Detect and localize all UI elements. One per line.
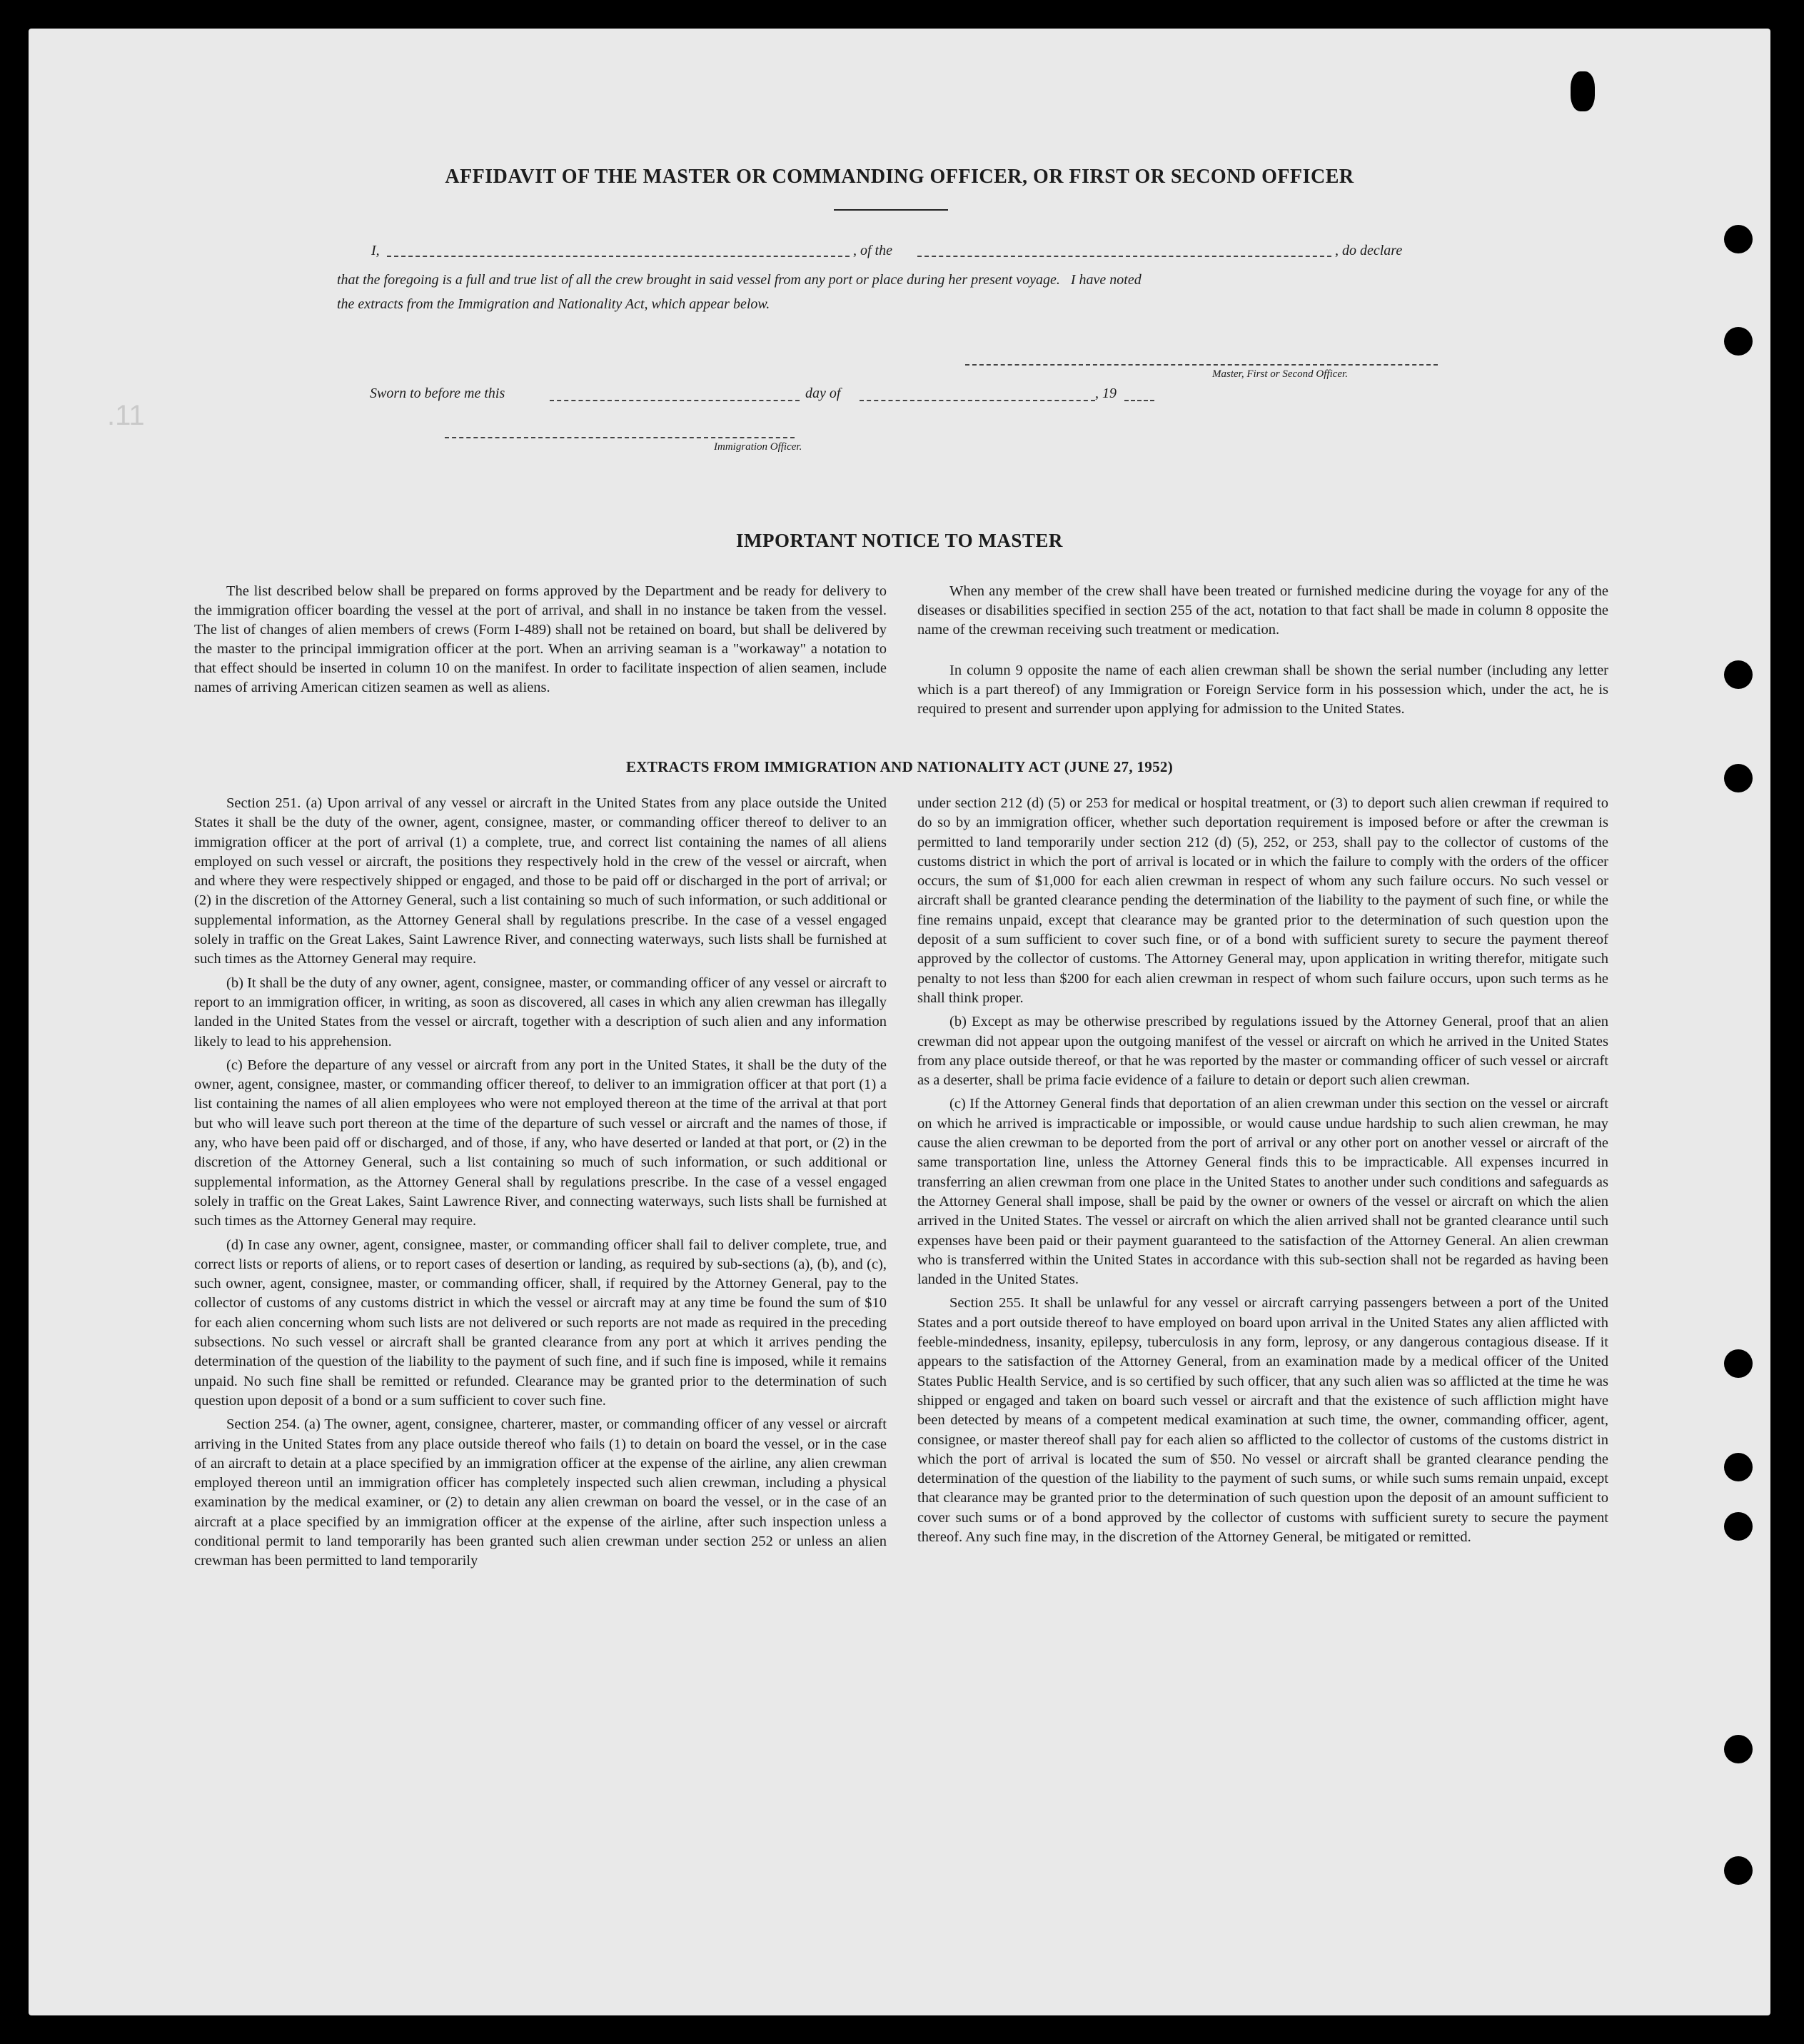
name-blank[interactable] [387, 256, 850, 257]
affidavit-line-3: the extracts from the Immigration and Nationality Act, which appear below. [337, 296, 770, 312]
sworn-month-blank[interactable] [860, 400, 1095, 401]
punch-hole-icon [1724, 660, 1753, 689]
notice-right-paragraph-2: In column 9 opposite the name of each alien crewman shall be shown the serial number (including any letter which is a part thereof) of any Immigration or Foreign Service form in his possession which, under the act, he is required to present and surrender upon applying for admission to the United States. [917, 663, 1608, 717]
sworn-day-blank[interactable] [550, 400, 800, 401]
affidavit-i-label: I, [371, 243, 380, 258]
document-page [29, 29, 1770, 2015]
section-251-c: (c) Before the departure of any vessel or aircraft from any port in the United States, it shall be the duty of the owner, agent, consignee, master, or commanding officer thereof, to deliver to an immigration officer at that port (1) a list containing the names of all alien employees who were not employed thereon at the time of the arrival at that port but who will leave such port thereon at the time of the departure of such vessel or aircraft and the names of those, if any, who have been paid off or discharged, and of those, if any, who have deserted or landed at that port, or (2) in the discretion of the Attorney General, such a list containing so much of such information, or such additional or supplemental information, as the Attorney General shall by regulations prescribe. In the case of a vessel engaged solely in traffic on the Great Lakes, Saint Lawrence River, and connecting waterways, such lists shall be furnished at such times as the Attorney General may require. [194, 1057, 887, 1229]
year-prefix: , 19 [1095, 386, 1117, 401]
master-caption: Master, First or Second Officer. [1212, 368, 1348, 380]
section-254-a-cont: under section 212 (d) (5) or 253 for medical or hospital treatment, or (3) to deport such alien crewman if required to do so by an immigration officer, whether such deportation requirement is imposed before or after the crewman is permitted to land temporarily under section 212 (d) (5), 252, or 253, shall pay to the collector of customs of the customs district in which the port of arrival is located or in which the failure to comply with the orders of the officer occurs, the sum of $1,000 for each alien crewman in respect of whom any such failure occurs. No such vessel or aircraft shall be granted clearance pending the determination of the liability to the payment of such fine, or while the fine remains unpaid, except that clearance may be granted prior to the determination of such question upon the deposit of a sum sufficient to cover such fine, or of a bond with sufficient surety to secure the payment thereof approved by the collector of customs. The Attorney General may, upon application in writing therefor, mitigate such penalty to not less than $200 for each alien crewman in respect of whom such failure occurs, upon such terms as he shall think proper. [917, 795, 1608, 1006]
punch-hole-icon [1724, 1512, 1753, 1541]
show-through-mark: .11 [107, 400, 145, 431]
punch-hole-icon [1724, 1735, 1753, 1763]
master-signature-blank[interactable] [965, 364, 1438, 366]
section-251-a: Section 251. (a) Upon arrival of any vessel or aircraft in the United States from any place outside the United States it shall be the duty of the owner, agent, consignee, master, or commanding officer thereof to deliver to an immigration officer at the port of arrival (1) a complete, true, and correct list containing the names of all aliens employed on such vessel or aircraft, the positions they respectively hold in the crew of the vessel or aircraft, when and where they were respectively shipped or engaged, and those to be paid off or discharged in the port of arrival; or (2) in the discretion of the Attorney General, such a list containing so much of such information, or such additional or supplemental information, as the Attorney General shall by regulations prescribe. In the case of a vessel engaged solely in traffic on the Great Lakes, Saint Lawrence River, and connecting waterways, such lists shall be furnished at such times as the Attorney General may require. [194, 795, 887, 967]
officer-signature-blank[interactable] [445, 437, 795, 438]
punch-hole-icon [1724, 225, 1753, 253]
ink-blot-icon [1571, 71, 1595, 111]
section-251-d: (d) In case any owner, agent, consignee, master, or commanding officer shall fail to deliver complete, true, and correct lists or reports of aliens, or to report cases of desertion or landing, as required by sub-sections (a), (b), and (c), such owner, agent, consignee, master, or commanding officer, shall, if required by the Attorney General, pay to the collector of customs of any customs district in which the vessel or aircraft may at any time be found the sum of $10 for each alien concerning whom such lists are not delivered or such reports are not made as required in the preceding subsections. No such vessel or aircraft shall be granted clearance from any port at which it arrives pending the determination of the question of the liability to the payment of such fine, and if such fine is imposed, while it remains unpaid. No such fine shall be remitted or refunded. Clearance may be granted prior to the determination of such question upon deposit of a bond or a sum sufficient to cover such fine. [194, 1237, 887, 1409]
notice-right-paragraph-1: When any member of the crew shall have been treated or furnished medicine during the voyage for any of the diseases or disabilities specified in section 255 of the act, notation to that fact shall be made in column 8 opposite the name of the crewman receiving such treatment or medication. [917, 583, 1608, 638]
punch-hole-icon [1724, 1453, 1753, 1481]
notice-title: IMPORTANT NOTICE TO MASTER [736, 530, 1063, 551]
sworn-year-blank[interactable] [1124, 400, 1154, 401]
extracts-title: EXTRACTS FROM IMMIGRATION AND NATIONALITY ACT (JUNE 27, 1952) [626, 758, 1173, 775]
section-254-c: (c) If the Attorney General finds that deportation of an alien crewman under this section on the vessel or aircraft on which he arrived is impracticable or impossible, or would cause undue hardship to such alien crewman, he may cause the alien crewman to be deported from the port of arrival or any other port on another vessel or aircraft of the same transportation line, unless the Attorney General finds this to be impracticable. All expenses incurred in transferring an alien crewman from one place in the United States to another under such conditions and safeguards as the Attorney General shall impose, shall be paid by the owner or owners of the vessel or aircraft on which the alien arrived in the United States. The vessel or aircraft on which the alien arrived shall not be granted clearance until such expenses have been paid or their payment guaranteed to the satisfaction of the Attorney General. An alien crewman who is transferred within the United States in accordance with this sub-section shall not be regarded as having been landed in the United States. [917, 1096, 1608, 1288]
sworn-label: Sworn to before me this [370, 386, 505, 401]
punch-hole-icon [1724, 1856, 1753, 1885]
affidavit-title: AFFIDAVIT OF THE MASTER OR COMMANDING OFFICER, OR FIRST OR SECOND OFFICER [445, 166, 1354, 188]
section-254-a: Section 254. (a) The owner, agent, consignee, charterer, master, or commanding officer of any vessel or aircraft arriving in the United States from any place outside thereof who fails (1) to detain on board the vessel, or in the case of an aircraft to detain at a place specified by an immigration officer at the expense of the airline, any alien crewman employed thereon until an immigration officer has completely inspected such alien crewman, including a physical examination by the medical examiner, or (2) to detain any alien crewman on board the vessel, or in the case of an aircraft at a place specified by an immigration officer at the expense of the airline, after such inspection unless a conditional permit to land temporarily has been granted such alien crewman under section 252 or unless an alien crewman has been permitted to land temporarily [194, 1416, 887, 1569]
officer-caption: Immigration Officer. [714, 441, 802, 453]
section-251-b: (b) It shall be the duty of any owner, agent, consignee, master, or commanding officer of any vessel or aircraft to report to an immigration officer, in writing, as soon as discovered, all cases in which any alien crewman has illegally landed in the United States from the vessel or aircraft, together with a description of such alien and any information likely to lead to his apprehension. [194, 975, 887, 1049]
punch-hole-icon [1724, 1349, 1753, 1378]
title-underline [834, 209, 948, 211]
section-254-b: (b) Except as may be otherwise prescribed by regulations issued by the Attorney General, proof that an alien crewman did not appear upon the outgoing manifest of the vessel or aircraft on which he arrived in the United States from any place outside thereof, or that he was reported by the master or commanding officer of such vessel or aircraft as a deserter, shall be prima facie evidence of a failure to detain or deport such alien crewman. [917, 1014, 1608, 1089]
affidavit-of-the-label: , of the [853, 243, 892, 258]
vessel-blank[interactable] [917, 256, 1331, 257]
punch-hole-icon [1724, 327, 1753, 356]
extracts-left-column [194, 794, 887, 1576]
section-255: Section 255. It shall be unlawful for any vessel or aircraft carrying passengers between a port of the United States and a port outside thereof to have employed on board upon arrival in the United States any alien afflicted with feeble-mindedness, insanity, epilepsy, tuberculosis in any form, leprosy, or any dangerous contagious disease. If it appears to the satisfaction of the Attorney General, from an examination made by a medical officer of the United States Public Health Service, and is so certified by such officer, that any such alien was so afflicted at the time he was shipped or engaged and taken on board such vessel or aircraft and that the existence of such affliction might have been detected by means of a competent medical examination at such time, the owner, commanding officer, agent, consignee, or master thereof shall pay for each alien so afflicted to the collector of customs of the customs district in which the port of arrival is located the sum of $50. No vessel or aircraft shall be granted clearance pending the determination of the question of the liability to the payment of such sums, or while such sums remain unpaid, except that clearance may be granted prior to the determination of such question upon the deposit of an amount sufficient to cover such sums or of a bond approved by the collector of customs with sufficient surety to secure the payment thereof. Any such fine may, in the discretion of the Attorney General, be mitigated or remitted. [917, 1295, 1608, 1545]
extracts-right-column [917, 794, 1608, 1551]
day-of-label: day of [805, 386, 841, 401]
affidavit-line-2: that the foregoing is a full and true list of all the crew brought in said vessel from any port or place during her present voyage. I have noted [337, 272, 1142, 288]
affidavit-do-declare: , do declare [1335, 243, 1403, 258]
notice-left-paragraph: The list described below shall be prepared on forms approved by the Department and be ready for delivery to the immigration officer boarding the vessel at the port of arrival, and shall in no instance be taken from the vessel. The list of changes of alien members of crews (Form I-489) shall not be retained on board, but shall be delivered by the master to the principal immigration officer at the port. When an arriving seaman is a "workaway" a notation to that effect should be inserted in column 10 on the manifest. In order to facilitate inspection of alien seamen, include names of arriving American citizen seamen as well as aliens. [194, 583, 887, 695]
